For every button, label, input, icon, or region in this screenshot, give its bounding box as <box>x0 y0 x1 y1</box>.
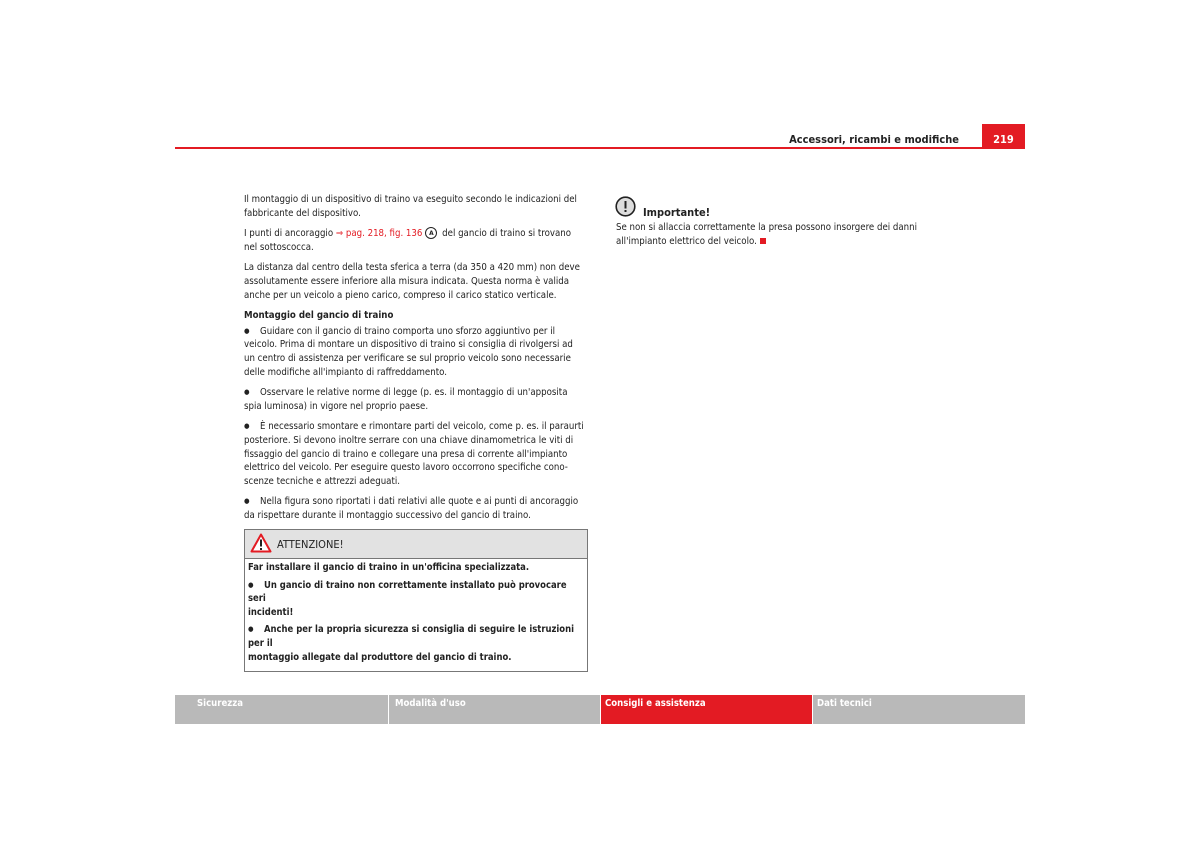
warning-header <box>245 530 587 559</box>
header-divider <box>175 147 1025 149</box>
text: Nella figura sono riportati i dati relativi alle quote e ai punti di ancoraggio <box>260 496 579 508</box>
important-title: Importante! <box>643 206 711 219</box>
bullet-first-line <box>244 386 594 400</box>
text-line: scenze tecniche e attrezzi adeguati. <box>244 475 400 487</box>
warning-triangle-icon <box>250 533 272 553</box>
text-line: montaggio allegate dal produttore del gancio di traino. <box>248 651 512 663</box>
text-line: fabbricante del dispositivo. <box>244 207 361 219</box>
text: I punti di ancoraggio <box>244 228 336 240</box>
text-line: Se non si allaccia correttamente la presa possono insorgere dei danni <box>616 222 918 233</box>
bullet-dot-icon: ● <box>244 497 250 506</box>
bullet-dot-icon: ● <box>244 326 250 335</box>
text-line: fissaggio del gancio di traino e collegare una presa di corrente all'impianto <box>244 448 568 460</box>
bullet-first-line <box>244 420 594 434</box>
text-line: elettrico del veicolo. Per eseguire questo lavoro occorrono specifiche cono- <box>244 462 568 474</box>
warning-body <box>245 559 587 671</box>
nav-tab-modalita-uso[interactable] <box>389 695 600 724</box>
text-line: anche per un veicolo a pieno carico, compreso il carico statico verticale. <box>244 289 557 301</box>
section-heading: Montaggio del gancio di traino <box>244 310 394 322</box>
text-line: Il montaggio di un dispositivo di traino va eseguito secondo le indicazioni del <box>244 194 577 205</box>
bullet-dot-icon: ● <box>244 388 250 397</box>
warning-box <box>244 529 588 672</box>
bullet-first-line <box>244 495 594 509</box>
page-number: 219 <box>982 124 1025 148</box>
nav-tab-sicurezza[interactable] <box>175 695 388 724</box>
text-line: spia luminosa) in vigore nel proprio paese. <box>244 400 429 412</box>
text-line: La distanza dal centro della testa sferica a terra (da 350 a 420 mm) non deve <box>244 262 580 274</box>
text-line: delle modifiche all'impianto di raffreddamento. <box>244 366 447 378</box>
warning-bullet <box>248 579 584 620</box>
section-title: Accessori, ricambi e modifiche <box>789 133 959 146</box>
anchor-paragraph <box>244 227 594 254</box>
text-line: nel sottoscocca. <box>244 241 314 253</box>
bullet-item <box>244 420 594 488</box>
text: È necessario smontare e rimontare parti del veicolo, come p. es. il paraurti <box>260 421 584 433</box>
text-line: da rispettare durante il montaggio successivo del gancio di traino. <box>244 509 531 521</box>
end-marker-icon <box>760 238 766 244</box>
text-line: veicolo. Prima di montare un dispositivo di traino si consiglia di rivolgersi ad <box>244 339 573 351</box>
text: Osservare le relative norme di legge (p. es. il montaggio di un'apposita <box>260 387 568 399</box>
bullet-first-line <box>248 623 584 650</box>
nav-tab-dati-tecnici[interactable] <box>813 695 1025 724</box>
marker-a-icon: A <box>425 227 437 239</box>
text: Anche per la propria sicurezza si consiglia di seguire le istruzioni per il <box>248 624 574 649</box>
bullet-first-line <box>248 579 584 606</box>
warning-title: ATTENZIONE! <box>277 538 344 551</box>
text-line: incidenti! <box>248 606 294 618</box>
nav-label: Consigli e assistenza <box>605 698 706 709</box>
warning-intro: Far installare il gancio di traino in un'officina specializzata. <box>248 562 530 573</box>
text-line: un centro di assistenza per verificare se sul proprio veicolo sono necessarie <box>244 352 571 364</box>
nav-label: Modalità d'uso <box>395 698 466 709</box>
important-text <box>616 221 917 248</box>
distance-paragraph <box>244 261 594 302</box>
bullet-dot-icon: ● <box>248 580 254 589</box>
bullet-list <box>244 325 594 523</box>
bullet-item <box>244 495 594 522</box>
nav-label: Dati tecnici <box>817 698 872 709</box>
page-reference-link[interactable]: pag. 218, fig. 136 <box>345 228 423 240</box>
important-icon <box>615 196 636 217</box>
bullet-item <box>244 386 594 413</box>
bullet-dot-icon: ● <box>244 422 250 431</box>
bullet-item <box>244 325 594 379</box>
left-column <box>244 193 594 529</box>
text-line: posteriore. Si devono inoltre serrare con una chiave dinamometrica le viti di <box>244 434 574 446</box>
intro-paragraph <box>244 193 594 220</box>
text: Guidare con il gancio di traino comporta uno sforzo aggiuntivo per il <box>260 325 556 337</box>
arrow-icon: ⇒ <box>335 228 346 240</box>
nav-tab-consigli-assistenza[interactable] <box>601 695 812 724</box>
bullet-first-line <box>244 325 594 339</box>
text-line: assolutamente essere inferiore alla misura indicata. Questa norma è valida <box>244 275 570 287</box>
text-line: all'impianto elettrico del veicolo. <box>616 235 757 247</box>
text: del gancio di traino si trovano <box>439 228 571 240</box>
bullet-dot-icon: ● <box>248 625 254 634</box>
warning-bullet <box>248 623 584 664</box>
text: Un gancio di traino non correttamente installato può provocare seri <box>248 579 567 605</box>
nav-label: Sicurezza <box>197 698 243 709</box>
